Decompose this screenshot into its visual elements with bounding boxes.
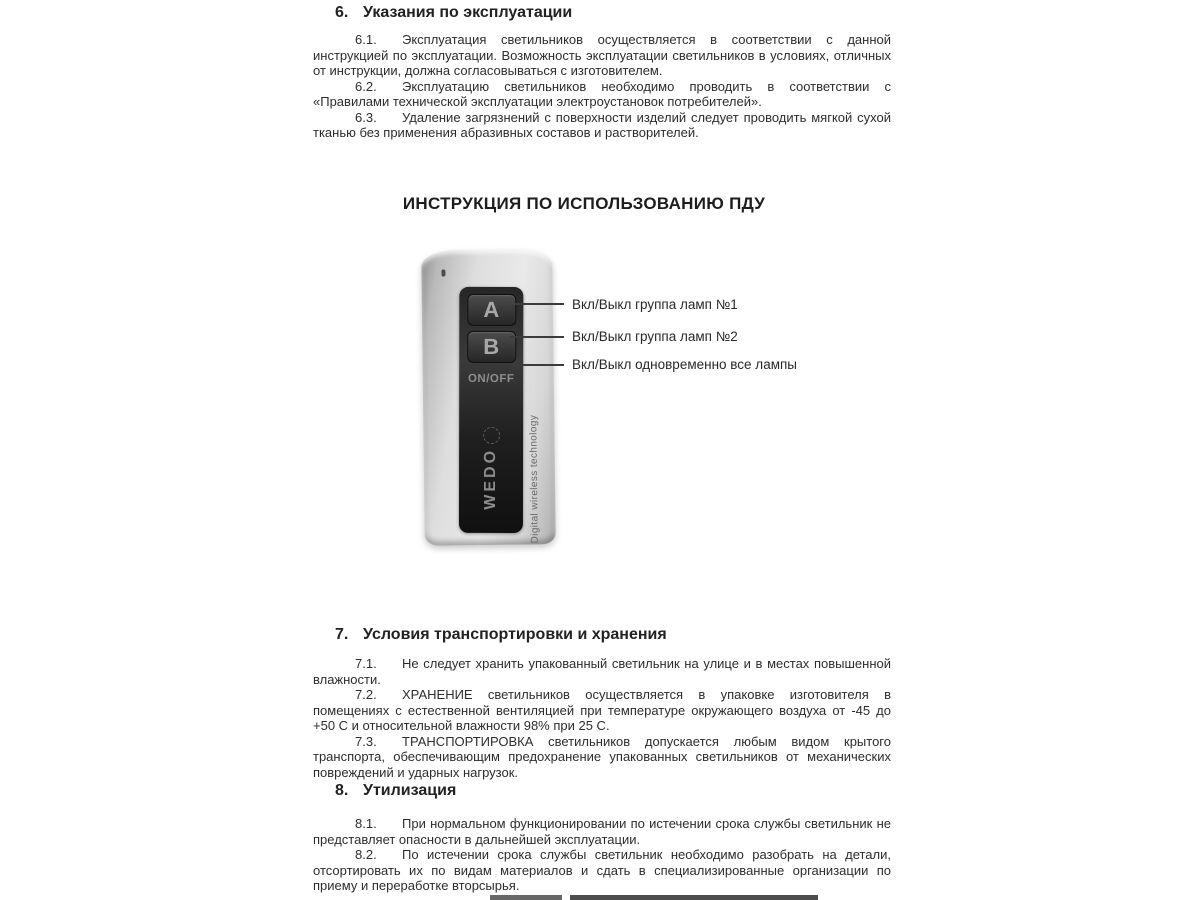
clause-text: ТРАНСПОРТИРОВКА светильников допускается любым видом крытого транспорта, обеспечивающим предохранение упакованных светильников от механических повреждений и ударных нагрузок. <box>313 733 891 780</box>
clause-6-3 <box>313 110 891 141</box>
wedo-laurel-icon <box>483 427 500 444</box>
wedo-logo <box>482 427 500 510</box>
section-number: 7. <box>335 626 349 643</box>
clause-8-1 <box>313 816 891 847</box>
remote-button-onoff: ON/OFF <box>467 372 515 386</box>
next-page-cutoff-bar <box>490 895 562 900</box>
wedo-logo-text: WEDO <box>481 447 500 510</box>
callout-line-1 <box>515 303 564 305</box>
section-number: 6. <box>335 4 349 21</box>
section-title: Утилизация <box>363 782 457 799</box>
section-number: 8. <box>335 782 349 799</box>
section-7-heading <box>335 626 891 644</box>
pdu-instruction-title: ИНСТРУКЦИЯ ПО ИСПОЛЬЗОВАНИЮ ПДУ <box>402 194 766 213</box>
clause-number: 8.2. <box>355 847 377 862</box>
led-indicator-icon <box>441 270 445 277</box>
callout-line-3 <box>512 364 564 366</box>
callout-line-2 <box>509 336 564 338</box>
callout-label-group-2: Вкл/Выкл группа ламп №2 <box>572 329 738 344</box>
clause-number: 6.2. <box>355 78 377 94</box>
next-page-cutoff-bar <box>570 895 818 900</box>
clause-text: При нормальном функционировании по истечении срока службы светильник не представляет опасности в дальнейшей эксплуатации. <box>313 816 891 847</box>
remote-button-b: B <box>467 331 516 363</box>
callout-label-all-lamps: Вкл/Выкл одновременно все лампы <box>572 357 797 372</box>
clause-6-2 <box>313 79 891 110</box>
clause-number: 6.3. <box>355 109 377 125</box>
section-8-heading <box>335 782 891 800</box>
clause-text: Не следует хранить упакованный светильник на улице и в местах повышенной влажности. <box>313 656 891 687</box>
section-transport-storage <box>313 626 891 780</box>
clause-number: 7.1. <box>355 656 377 671</box>
clause-7-3 <box>313 734 891 781</box>
section-operation-guidelines <box>313 4 891 141</box>
clause-7-2 <box>313 687 891 734</box>
clause-number: 6.1. <box>355 32 377 47</box>
remote-side-text: Digital wireless technology <box>528 414 541 544</box>
section-6-heading <box>335 4 891 22</box>
clause-number: 7.2. <box>355 687 377 702</box>
remote-button-panel <box>459 287 523 533</box>
clause-number: 8.1. <box>355 816 377 831</box>
clause-6-1 <box>313 32 891 79</box>
callout-label-group-1: Вкл/Выкл группа ламп №1 <box>572 297 738 312</box>
clause-text: Удаление загрязнений с поверхности изделий следует проводить мягкой сухой тканью без применения абразивных составов и растворителей. <box>313 109 891 140</box>
clause-7-1 <box>313 656 891 687</box>
clause-text: ХРАНЕНИЕ светильников осуществляется в упаковке изготовителя в помещениях с естественной вентиляцией при температуре окружающего воздуха от -45 до +50 С и относительной влажности 98% при 25 С. <box>313 687 891 733</box>
clause-8-2 <box>313 847 891 894</box>
clause-text: Эксплуатация светильников осуществляется в соответствии с данной инструкцией по эксплуатации. Возможность эксплуатации светильников в условиях, отличных от инструкции, должна согласовываться с изготовителем. <box>313 32 891 78</box>
clause-number: 7.3. <box>355 733 377 749</box>
section-title: Условия транспортировки и хранения <box>363 626 667 643</box>
remote-button-a: A <box>467 294 516 326</box>
section-title: Указания по эксплуатации <box>363 4 573 21</box>
clause-text: По истечении срока службы светильник необходимо разобрать на детали, отсортировать их по видам материалов и сдать в специализированные организации по приему и переработке вторсырья. <box>313 847 891 893</box>
clause-text: Эксплуатацию светильников необходимо проводить в соответствии с «Правилами технической эксплуатации электроустановок потребителей». <box>313 78 891 109</box>
section-disposal <box>313 782 891 894</box>
remote-control-photo <box>421 249 556 546</box>
